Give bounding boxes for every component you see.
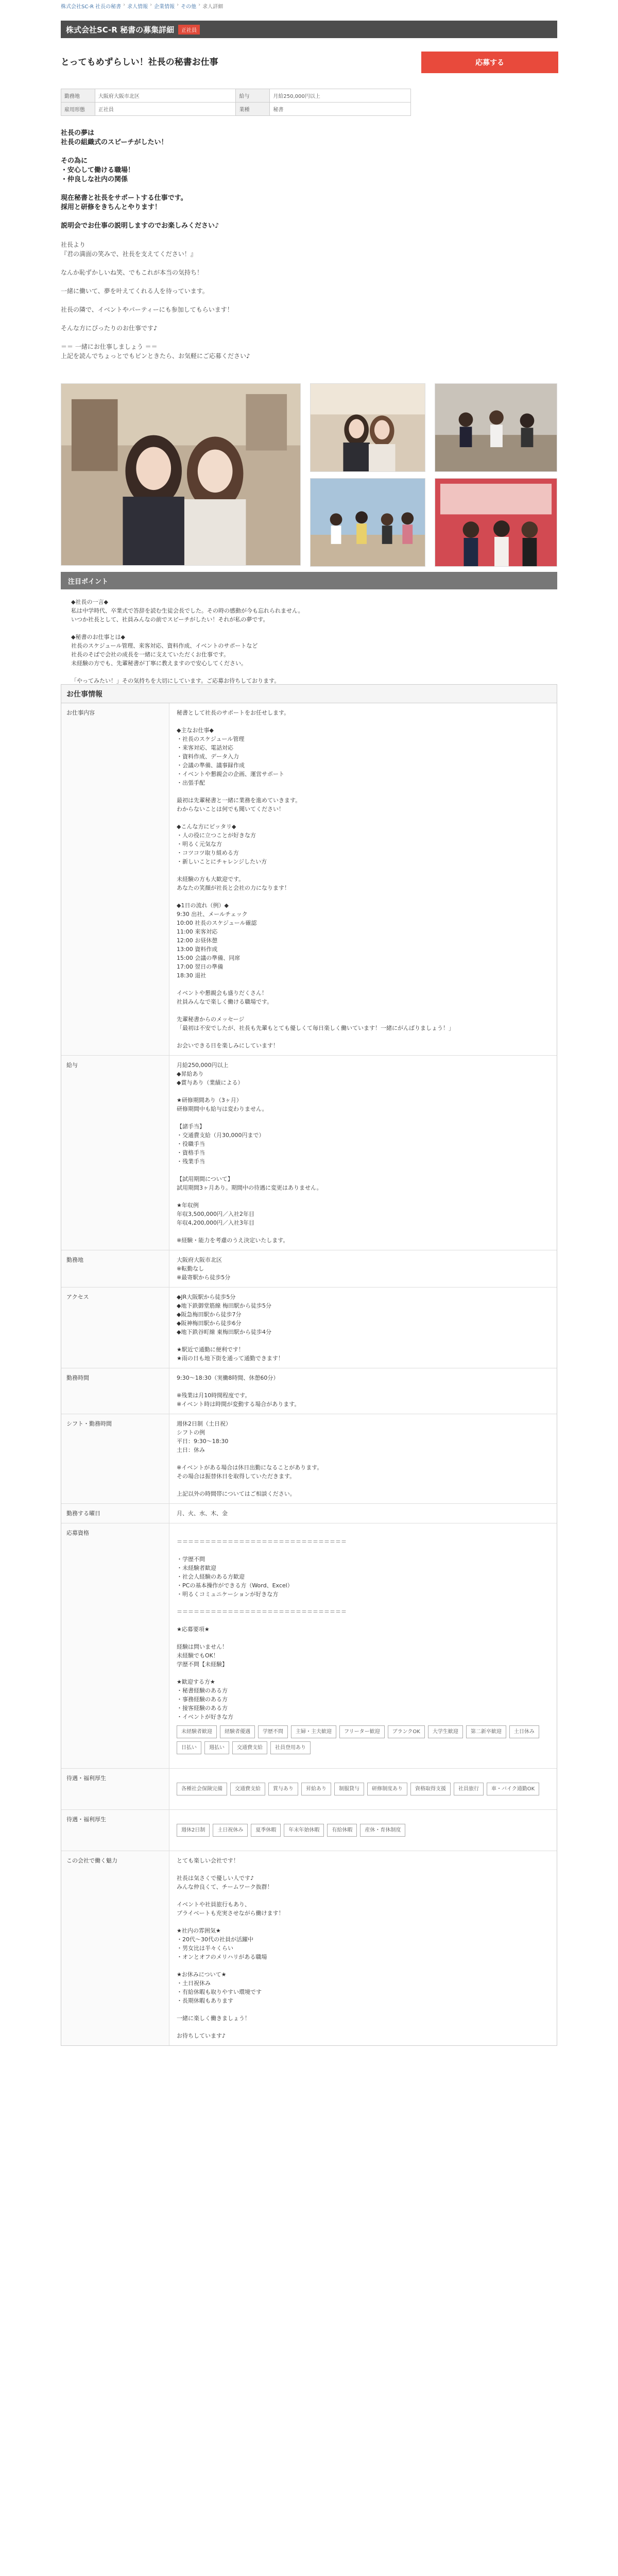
holiday-tags bbox=[177, 1824, 550, 1837]
job-details bbox=[61, 684, 557, 2046]
office-photo-image bbox=[311, 479, 425, 566]
detail-label: 勤務する曜日 bbox=[61, 1504, 169, 1523]
detail-value bbox=[169, 1769, 557, 1809]
detail-value bbox=[169, 1523, 557, 1768]
tag: 年末年始休暇 bbox=[284, 1824, 324, 1837]
detail-row-holidays bbox=[61, 1810, 557, 1851]
office-photo-image bbox=[311, 384, 425, 471]
details-title: お仕事情報 bbox=[61, 685, 557, 703]
detail-label: 待遇・福利厚生 bbox=[61, 1810, 169, 1851]
tag: 学歴不問 bbox=[258, 1725, 288, 1738]
tag: 昇給あり bbox=[301, 1783, 331, 1795]
info-key: 雇用形態 bbox=[61, 103, 95, 116]
tag: 制服貸与 bbox=[334, 1783, 364, 1795]
detail-value bbox=[169, 1810, 557, 1851]
info-row bbox=[61, 89, 411, 103]
info-key: 勤務地 bbox=[61, 89, 95, 103]
employment-badge: 正社員 bbox=[178, 25, 200, 35]
points-text: ◆社長の一言◆ 私は中学時代、卒業式で答辞を読む生徒会長でした。その時の感動が今も忘れられません。 いつか社長として、社員みんなの前でスピーチがしたい！それが私の夢です。 ◆秘書のお仕事とは◆ 社長のスケジュール管理、来客対応、資料作成、イベントのサポートなど 社長のそばで会社の成長を一緒に支えていただくお仕事です。 未経験の方でも、先輩秘書が丁寧に教えますので安心してください。 「やってみたい！」その気持ちを大切にしています。ご応募お待ちしております。 bbox=[71, 599, 304, 684]
tag: 交通費支給 bbox=[232, 1741, 267, 1754]
tag: 土日休み bbox=[509, 1725, 539, 1738]
tag: 日払い bbox=[177, 1741, 201, 1754]
tag: 夏季休暇 bbox=[251, 1824, 281, 1837]
tag: 第二新卒歓迎 bbox=[466, 1725, 506, 1738]
tag: 産休・育休制度 bbox=[360, 1824, 405, 1837]
breadcrumb-item[interactable]: 企業情報 bbox=[154, 4, 175, 10]
tag: 経験者優遇 bbox=[220, 1725, 255, 1738]
info-value: 月給250,000円以上 bbox=[270, 89, 411, 103]
tag: 大学生歓迎 bbox=[428, 1725, 463, 1738]
detail-value: 月給250,000円以上 ◆昇給あり ◆賞与あり（業績による） ★研修期間あり（3ヶ月） 研修期間中も給与は変わりません。 【諸手当】 ・交通費支給（月30,000円まで） ・役職手当 ・資格手当 ・残業手当 【試用期間について】 試用期間3ヶ月あり。期間中の待遇に変更はありません。 ★年収例 年収3,500,000円／入社2年目 年収4,200,000円／入社3年目 ※経験・能力を考慮のうえ決定いたします。 bbox=[177, 1062, 322, 1244]
detail-label: 給与 bbox=[61, 1056, 169, 1250]
tag: 賞与あり bbox=[268, 1783, 298, 1795]
main-photo[interactable] bbox=[61, 383, 301, 566]
tag: ブランクOK bbox=[388, 1725, 425, 1738]
info-value: 正社員 bbox=[95, 103, 236, 116]
requirement-tags bbox=[177, 1725, 550, 1754]
info-row bbox=[61, 103, 411, 116]
tag: 社員登用あり bbox=[270, 1741, 311, 1754]
tag: 交通費支給 bbox=[230, 1783, 265, 1795]
gallery-photo[interactable] bbox=[435, 478, 557, 567]
detail-label: この会社で働く魅力 bbox=[61, 1851, 169, 2045]
detail-row-appeal bbox=[61, 1851, 557, 2045]
detail-label: 待遇・福利厚生 bbox=[61, 1769, 169, 1809]
tag: 資格取得支援 bbox=[410, 1783, 451, 1795]
tag: 社員旅行 bbox=[454, 1783, 484, 1795]
catch-copy bbox=[61, 129, 421, 361]
tag: 週休2日制 bbox=[177, 1824, 210, 1837]
detail-row-hours bbox=[61, 1368, 557, 1414]
gallery-photo[interactable] bbox=[435, 383, 557, 472]
office-photo-image bbox=[435, 384, 557, 472]
tag: 未経験者歓迎 bbox=[177, 1725, 217, 1738]
detail-label: 応募資格 bbox=[61, 1523, 169, 1768]
job-info-table bbox=[61, 89, 411, 116]
tag: 各種社会保険完備 bbox=[177, 1783, 227, 1795]
tag: フリーター歓迎 bbox=[339, 1725, 385, 1738]
detail-row-requirements bbox=[61, 1523, 557, 1769]
tag: 週払い bbox=[204, 1741, 229, 1754]
detail-row-shift bbox=[61, 1414, 557, 1504]
catch-body: 社長より 『君の満面の笑みで、社長を支えてください！』 なんか恥ずかしいね笑、でもこれが本当の気持ち！ 一緒に働いて、夢を叶えてくれる人を待っています。 社長の隣で、イベントやパーティーにも参加してもらいます！ そんな方にぴったりのお仕事です♪ ＝＝ 一緒にお仕事しましょう ＝＝ 上記を読んでちょっとでもピンときたら、お気軽にご応募ください♪ bbox=[61, 241, 250, 360]
detail-row-workdays bbox=[61, 1504, 557, 1523]
detail-value: ◆JR大阪駅から徒歩5分 ◆地下鉄御堂筋線 梅田駅から徒歩5分 ◆阪急梅田駅から徒歩7分 ◆阪神梅田駅から徒歩6分 ◆地下鉄谷町線 東梅田駅から徒歩4分 ★駅近で通勤に便利です！ ★雨の日も地下街を通って通勤できます！ bbox=[177, 1294, 284, 1362]
detail-label: アクセス bbox=[61, 1287, 169, 1368]
office-photo-image bbox=[61, 384, 300, 565]
detail-value: とても楽しい会社です！ 社長は気さくで優しい人です♪ みんな仲良くて、チームワーク抜群！ イベントや社員旅行もあり、 プライベートも充実させながら働けます！ ★社内の雰囲気★ ・20代～30代の社員が活躍中 ・男女比は半々くらい ・オンとオフのメリハリがある職場 ★お休みについて★ ・土日祝休み ・有給休暇も取りやすい環境です ・長期休暇もあります 一緒に楽しく働きましょう！ お待ちしています♪ bbox=[177, 1857, 284, 2039]
detail-value: 月、火、水、木、金 bbox=[177, 1510, 228, 1517]
points-section-header: 注目ポイント bbox=[61, 572, 557, 589]
breadcrumb-current: 求人詳細 bbox=[202, 4, 224, 10]
gallery-photo[interactable] bbox=[310, 478, 425, 567]
photo-gallery bbox=[61, 383, 557, 567]
tag: 研修制度あり bbox=[367, 1783, 407, 1795]
apply-button[interactable]: 応募する bbox=[421, 52, 558, 73]
detail-value: 週休2日制（土日祝） シフトの例 平日：9:30～18:30 土日：休み ※イベントがある場合は休日出勤になることがあります。 その場合は振替休日を取得していただきます。 上記以外の時間帯についてはご相談ください。 bbox=[177, 1420, 323, 1497]
detail-row-salary bbox=[61, 1056, 557, 1250]
info-key: 給与 bbox=[236, 89, 270, 103]
detail-label: シフト・勤務時間 bbox=[61, 1414, 169, 1503]
detail-row-location bbox=[61, 1250, 557, 1287]
detail-label: 勤務地 bbox=[61, 1250, 169, 1287]
tag: 主婦・主夫歓迎 bbox=[291, 1725, 336, 1738]
detail-row-benefits bbox=[61, 1769, 557, 1810]
info-value: 大阪府大阪市北区 bbox=[95, 89, 236, 103]
detail-label: お仕事内容 bbox=[61, 703, 169, 1055]
tag: 土日祝休み bbox=[213, 1824, 248, 1837]
breadcrumb: 株式会社SC-R 社長の秘書 › 求人情報 › 企業情報 › その他 › 求人詳細 bbox=[61, 2, 224, 10]
info-key: 業種 bbox=[236, 103, 270, 116]
detail-value: 大阪府大阪市北区 ※転勤なし ※最寄駅から徒歩5分 bbox=[177, 1257, 231, 1281]
detail-label: 勤務時間 bbox=[61, 1368, 169, 1414]
breadcrumb-item[interactable]: その他 bbox=[181, 4, 197, 10]
job-title: とってもめずらしい！社長の秘書お仕事 bbox=[61, 57, 218, 67]
office-photo-image bbox=[435, 479, 557, 567]
detail-row-job-content bbox=[61, 703, 557, 1056]
company-header bbox=[61, 21, 557, 38]
gallery-photo[interactable] bbox=[310, 383, 425, 472]
detail-row-access bbox=[61, 1287, 557, 1368]
tag: 車・バイク通勤OK bbox=[487, 1783, 539, 1795]
breadcrumb-item[interactable]: 株式会社SC-R 社長の秘書 bbox=[61, 4, 122, 10]
detail-value: 9:30～18:30（実働8時間、休憩60分） ※残業は月10時間程度です。 ※イベント時は時間が変動する場合があります。 bbox=[177, 1375, 300, 1408]
info-value: 秘書 bbox=[270, 103, 411, 116]
tag: 有給休暇 bbox=[327, 1824, 357, 1837]
requirements-text: ＝＝＝＝＝＝＝＝＝＝＝＝＝＝＝＝＝＝＝＝＝＝＝＝＝＝＝＝＝＝ ・学歴不問 ・未経験者歓迎 ・社会人経験のある方歓迎 ・PCの基本操作ができる方（Word、Excel） ・明るくコミュニケーションが好きな方 ＝＝＝＝＝＝＝＝＝＝＝＝＝＝＝＝＝＝＝＝＝＝＝＝＝＝＝＝＝＝ ★応募要項★ 経験は問いません！ 未経験でもOK！ 学歴不問【未経験】 ★歓迎する方★ ・秘書経験のある方 ・事務経験のある方 ・接客経験のある方 ・イベントが好きな方 bbox=[177, 1538, 347, 1720]
catch-headline: 社長の夢は 社長の組織式のスピーチがしたい！ その為に ・安心して働ける職場！ ・仲良しな社内の関係 現在秘書と社長をサポートする仕事です。 採用と研修をきちんとやります！ 説明会でお仕事の説明しますのでお楽しみください♪ bbox=[61, 129, 219, 230]
detail-value: 秘書として社長のサポートをお任せします。 ◆主なお仕事◆ ・社長のスケジュール管理 ・来客対応、電話対応 ・資料作成、データ入力 ・会議の準備、議事録作成 ・イベントや懇親会の企画、運営サポート ・出張手配 最初は先輩秘書と一緒に業務を進めていきます。 わからないことは何でも聞いてください！ ◆こんな方にピッタリ◆ ・人の役に立つことが好きな方 ・明るく元気な方 ・コツコツ取り組める方 ・新しいことにチャレンジしたい方 未経験の方も大歓迎です。 あなたの笑顔が社長と会社の力になります！ ◆1日の流れ（例）◆ 9:30 出社、メールチェック 10:00 社長のスケジュール確認 11:00 来客対応 12:00 お昼休憩 13:00 資料作成 15:00 会議の準備、同席 17:00 翌日の準備 18:30 退社 イベントや懇親会も盛りだくさん！ 社員みんなで楽しく働ける職場です。 先輩秘書からのメッセージ 「最初は不安でしたが、社長も先輩もとても優しくて毎日楽しく働いています！一緒にがんばりましょう！」 お会いできる日を楽しみにしています！ bbox=[177, 709, 454, 1049]
company-name: 株式会社SC-R 秘書の募集詳細 bbox=[66, 25, 175, 35]
breadcrumb-item[interactable]: 求人情報 bbox=[127, 4, 148, 10]
benefit-tags bbox=[177, 1783, 550, 1795]
